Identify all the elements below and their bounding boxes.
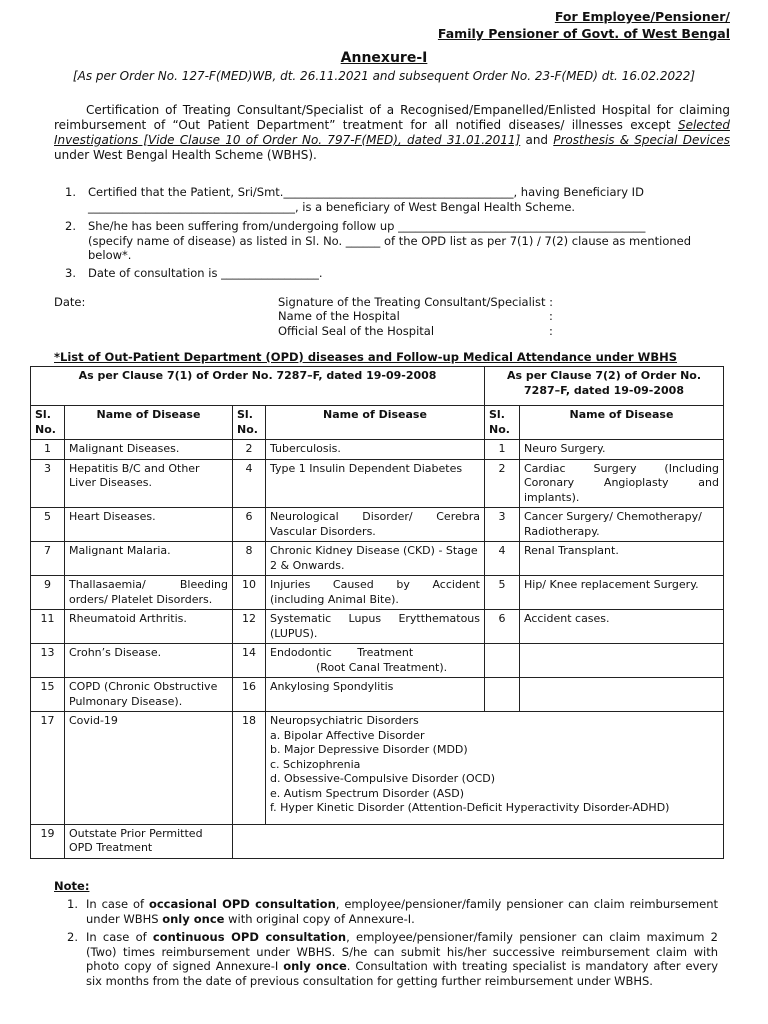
- disease-cell: Malignant Diseases.: [65, 440, 233, 460]
- sl-no-cell: 2: [485, 459, 520, 508]
- disease-cell: Malignant Malaria.: [65, 542, 233, 576]
- disease-cell: Neurological Disorder/ Cerebra Vascular Disorders.: [266, 508, 485, 542]
- disease-sub-item: d. Obsessive-Compulsive Disorder (OCD): [270, 772, 496, 785]
- disease-cell: Crohn’s Disease.: [65, 644, 233, 678]
- sl-no-cell: 16: [233, 678, 266, 712]
- disease-cell: Rheumatoid Arthritis.: [65, 610, 233, 644]
- colon: :: [549, 324, 553, 338]
- disease-sub-item: c. Schizophrenia: [270, 757, 361, 771]
- item-line: Date of consultation is _________________.: [88, 266, 323, 280]
- sl-no-cell: 7: [31, 542, 65, 576]
- disease-cell: [520, 644, 724, 678]
- disease-cell: Heart Diseases.: [65, 508, 233, 542]
- sl-no-cell: 8: [233, 542, 266, 576]
- sl-no-cell: 2: [233, 440, 266, 460]
- table-row: [31, 459, 724, 508]
- note-text: , employee/pensioner/family pensioner can claim reimbursement under WBHS: [86, 897, 718, 926]
- table-row: [31, 644, 724, 678]
- note-text: with original copy of Annexure-I.: [224, 911, 415, 926]
- hospital-name-label: Name of the Hospital: [278, 309, 400, 323]
- colon: :: [549, 309, 553, 323]
- clause-2-header: As per Clause 7(2) of Order No. 7287–F, dated 19-09-2008: [485, 367, 724, 406]
- item-line: below*.: [88, 248, 132, 262]
- disease-cell: Cardiac Surgery (Including Coronary Angioplasty and implants).: [520, 459, 724, 508]
- header-line-1: For Employee/Pensioner/: [554, 9, 730, 24]
- table-row: [31, 440, 724, 460]
- table-row: [31, 712, 724, 825]
- sl-no-header: Sl. No.: [485, 406, 520, 440]
- signature-label: Signature of the Treating Consultant/Specialist :: [278, 295, 554, 309]
- clause-1-header: As per Clause 7(1) of Order No. 7287–F, dated 19-09-2008: [31, 367, 485, 406]
- table-row: [31, 542, 724, 576]
- sl-no-cell: 1: [31, 440, 65, 460]
- table-row: [31, 610, 724, 644]
- item-number: 3.: [65, 266, 76, 280]
- disease-cell: Thallasaemia/ Bleeding orders/ Platelet Disorders.: [65, 576, 233, 610]
- note-number: 1.: [67, 897, 78, 911]
- disease-line: (Root Canal Treatment).: [316, 660, 448, 674]
- sl-no-cell: 11: [31, 610, 65, 644]
- neuropsychiatric-disorders-cell: [266, 712, 724, 825]
- disease-sub-item: e. Autism Spectrum Disorder (ASD): [270, 786, 465, 800]
- note-bold: only once: [283, 959, 347, 973]
- date-label: Date:: [54, 295, 86, 309]
- note-number: 2.: [67, 930, 78, 944]
- sl-no-header: Sl. No.: [31, 406, 65, 440]
- sl-no-cell: 10: [233, 576, 266, 610]
- order-reference: [As per Order No. 127-F(MED)WB, dt. 26.11.2021 and subsequent Order No. 23-F(MED) dt. 16.02.2022]: [72, 69, 696, 83]
- sl-no-cell: 19: [31, 824, 65, 858]
- disease-sub-item: a. Bipolar Affective Disorder: [270, 728, 425, 742]
- disease-cell: Covid-19: [65, 712, 233, 825]
- cert-text-3: and: [520, 133, 554, 147]
- header-block: [438, 8, 730, 42]
- table-row: [31, 508, 724, 542]
- disease-cell: Tuberculosis.: [266, 440, 485, 460]
- note-title: Note:: [54, 879, 90, 893]
- sl-no-cell: 1: [485, 440, 520, 460]
- sl-no-cell: [485, 644, 520, 678]
- cert-text-5: under West Bengal Health Scheme (WBHS).: [54, 148, 317, 162]
- disease-cell: Hepatitis B/C and Other Liver Diseases.: [65, 459, 233, 508]
- disease-sub-item: f. Hyper Kinetic Disorder (Attention-Deficit Hyperactivity Disorder-ADHD): [270, 801, 670, 814]
- table-row: [31, 678, 724, 712]
- item-line: ____________________________________, is a beneficiary of West Bengal Health Scheme.: [88, 199, 576, 214]
- cert-text-2: Selected Investigations [Vide Clause 10 of Order No. 797-F(MED), dated 31.01.2011]: [54, 118, 730, 147]
- disease-sub-item: b. Major Depressive Disorder (MDD): [270, 743, 468, 756]
- disease-name-header: Name of Disease: [266, 406, 485, 440]
- opd-disease-table: [30, 366, 724, 859]
- item-number: 1.: [65, 185, 76, 199]
- disease-group-title: Neuropsychiatric Disorders: [270, 714, 419, 727]
- annexure-title: Annexure-I: [340, 50, 428, 66]
- cert-text-4: Prosthesis & Special Devices: [553, 133, 730, 147]
- disease-cell: Ankylosing Spondylitis: [266, 678, 485, 712]
- note-text: . Consultation with treating specialist is mandatory after every six months from the date of previous consultation for getting further reimbursement under WBHS.: [86, 959, 719, 988]
- sl-no-header: Sl. No.: [233, 406, 266, 440]
- disease-cell: COPD (Chronic Obstructive Pulmonary Disease).: [65, 678, 233, 712]
- header-line-2: Family Pensioner of Govt. of West Bengal: [437, 26, 730, 41]
- sl-no-cell: 14: [233, 644, 266, 678]
- item-line: She/he has been suffering from/undergoing follow up ___________________________________________: [88, 219, 646, 233]
- disease-cell: Accident cases.: [520, 610, 724, 644]
- certification-paragraph: [54, 103, 730, 163]
- sl-no-cell: 13: [31, 644, 65, 678]
- note-text: , employee/pensioner/family pensioner can claim maximum 2 (Two) times reimbursement under WBHS. S/he can submit his/her successive reimbursement claim with photo copy of signed Annexure-I: [86, 930, 718, 973]
- item-number: 2.: [65, 219, 76, 233]
- disease-name-header: Name of Disease: [65, 406, 233, 440]
- note-text: In case of: [86, 930, 153, 944]
- disease-cell: Cancer Surgery/ Chemotherapy/ Radiotherapy.: [520, 508, 724, 542]
- sl-no-cell: 3: [485, 508, 520, 542]
- disease-cell: Chronic Kidney Disease (CKD) - Stage 2 & Onwards.: [266, 542, 485, 576]
- sl-no-cell: 5: [31, 508, 65, 542]
- sl-no-cell: 12: [233, 610, 266, 644]
- sl-no-cell: 18: [233, 712, 266, 825]
- disease-cell: [266, 644, 485, 678]
- sl-no-cell: [485, 678, 520, 712]
- sl-no-cell: 6: [233, 508, 266, 542]
- disease-cell: Renal Transplant.: [520, 542, 724, 576]
- disease-cell: Systematic Lupus Erytthematous (LUPUS).: [266, 610, 485, 644]
- note-bold: continuous OPD consultation: [152, 930, 347, 944]
- disease-cell: Injuries Caused by Accident (including Animal Bite).: [266, 576, 485, 610]
- item-line: Certified that the Patient, Sri/Smt.________________________________________, having Beneficiary ID: [88, 185, 644, 199]
- hospital-seal-label: Official Seal of the Hospital: [278, 324, 435, 338]
- disease-cell: Outstate Prior Permitted OPD Treatment: [65, 824, 233, 858]
- empty-cell: [233, 824, 724, 858]
- table-row: [31, 576, 724, 610]
- sl-no-cell: 3: [31, 459, 65, 508]
- sl-no-cell: 15: [31, 678, 65, 712]
- sl-no-cell: 4: [233, 459, 266, 508]
- sl-no-cell: 5: [485, 576, 520, 610]
- note-bold: only once: [162, 911, 225, 926]
- sl-no-cell: 17: [31, 712, 65, 825]
- disease-cell: Type 1 Insulin Dependent Diabetes: [266, 459, 485, 508]
- table-clause-header-row: [31, 367, 724, 406]
- cert-text-1: Certification of Treating Consultant/Specialist of a Recognised/Empanelled/Enlisted Hospital for claiming reimbursement of “Out Patient Department” treatment for all notified diseases/ illnesses except: [54, 103, 730, 132]
- sl-no-cell: 9: [31, 576, 65, 610]
- disease-cell: Hip/ Knee replacement Surgery.: [520, 576, 724, 610]
- item-line: (specify name of disease) as listed in Sl. No. ______ of the OPD list as per 7(1) / 7(2) clause as mentioned: [88, 233, 692, 248]
- disease-cell: [520, 678, 724, 712]
- table-column-header-row: [31, 406, 724, 440]
- disease-name-header: Name of Disease: [520, 406, 724, 440]
- note-bold: occasional OPD consultation: [148, 897, 336, 911]
- sl-no-cell: 6: [485, 610, 520, 644]
- table-row: [31, 824, 724, 858]
- disease-cell: Neuro Surgery.: [520, 440, 724, 460]
- note-text: In case of: [86, 897, 149, 911]
- disease-line: Endodontic Treatment: [270, 646, 414, 659]
- sl-no-cell: 4: [485, 542, 520, 576]
- opd-list-title: *List of Out-Patient Department (OPD) diseases and Follow-up Medical Attendance under WBHS: [54, 350, 678, 364]
